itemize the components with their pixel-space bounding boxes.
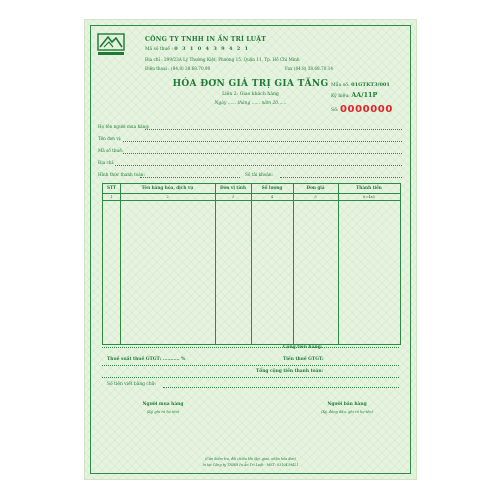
serial-label: Số: [331,108,339,113]
footer-printer: In tại Công ty TNHH In Ấn Trí Luật - MST: 0310439421 [202,463,299,467]
table-col-divider [293,184,294,344]
subtotal-label: Cộng tiền hàng: [283,345,323,350]
table-header-unit: Đơn vị tính [219,185,247,190]
form-code: 01GTKT3/001 [351,82,390,88]
table-colnum-1: 1 [110,195,113,199]
company-name: CÔNG TY TNHH IN ẤN TRÍ LUẬT [145,36,267,43]
table-col-divider [338,184,339,344]
table-colnum-3: 3 [231,195,235,199]
grand-total-label: Tổng cộng tiền thanh toán: [256,369,324,374]
buyer-address-label: Địa chỉ: [98,160,115,165]
account-line[interactable] [280,177,402,178]
amount-in-words-label: Số tiền viết bằng chữ: [107,382,156,387]
buyer-name-label: Họ tên người mua hàng: [98,124,150,129]
seller-signature-title: Người bán hàng [327,402,367,407]
symbol-code: AA/11P [351,91,378,99]
company-tax-line [145,46,249,52]
invoice-sheet [85,20,416,479]
company-address: Địa chỉ : 299/23A Lý Thường Kiệt, Phường 15, Quận 11, Tp. Hồ Chí Minh [145,57,300,62]
table-header-price: Đơn giá [306,185,325,190]
goods-table [102,183,401,345]
vat-rule [102,365,399,366]
payment-label: Hình thức thanh toán: [98,172,145,177]
invoice-serial [331,104,393,115]
table-col-divider [120,184,121,344]
table-col-divider [215,184,216,344]
company-tax-code: 0 3 1 0 4 3 9 4 2 1 [174,46,250,52]
table-colnum-4: 4 [270,195,274,199]
footer-note: (Cần kiểm tra, đối chiếu khi lập, giao, nhận hóa đơn) [205,457,296,461]
grand-total-rule [102,377,399,378]
vat-amount-label: Tiền thuế GTGT: [283,357,324,362]
table-colnum-5: 5 [314,195,317,199]
company-logo-icon [97,33,125,57]
vat-rate-label: Thuế suất thuế GTGT: ........... % [107,357,186,362]
company-fax: Fax (84.8) 38.68.70.14 [285,66,334,71]
table-header-qty: Số lượng [261,185,283,190]
serial-number: 0000000 [339,104,393,115]
account-label: Số tài khoản: [245,172,273,177]
table-colnum-2: 2 [166,195,169,199]
table-header-stt: STT [106,185,117,190]
amount-in-words-line[interactable] [163,387,399,388]
buyer-signature-title: Người mua hàng [142,402,184,407]
payment-line[interactable] [140,177,240,178]
table-colnum-6: 6=4x5 [363,195,375,199]
buyer-signature-note: (Ký, ghi rõ họ tên) [146,410,180,414]
unit-name-line[interactable] [123,141,402,142]
buyer-tax-line[interactable] [123,153,402,154]
table-header-item: Tên hàng hóa, dịch vụ [141,185,194,190]
invoice-copy-label: Liên 2: Giao khách hàng [222,92,279,97]
table-col-divider [251,184,252,344]
unit-name-label: Tên đơn vị: [98,136,122,141]
symbol-label: Ký hiệu: [331,94,350,99]
form-label: Mẫu số: [331,83,350,88]
invoice-date-line: Ngày ...... tháng ...... năm 20...... [214,101,287,106]
buyer-name-line[interactable] [145,129,402,130]
buyer-address-line[interactable] [115,165,402,166]
table-header-amount: Thành tiền [356,185,382,190]
buyer-tax-label: Mã số thuế: [98,148,124,153]
form-number [331,82,390,88]
invoice-symbol [331,91,377,99]
invoice-title: HÓA ĐƠN GIÁ TRỊ GIA TĂNG [172,79,329,89]
company-phone: Điện thoại : (84.8) 38.68.70.90 [145,66,211,71]
totals-rule [102,347,399,348]
company-tax-label: Mã số thuế : [145,47,173,52]
seller-signature-note: (Ký, đóng dấu, ghi rõ họ tên) [321,410,373,414]
